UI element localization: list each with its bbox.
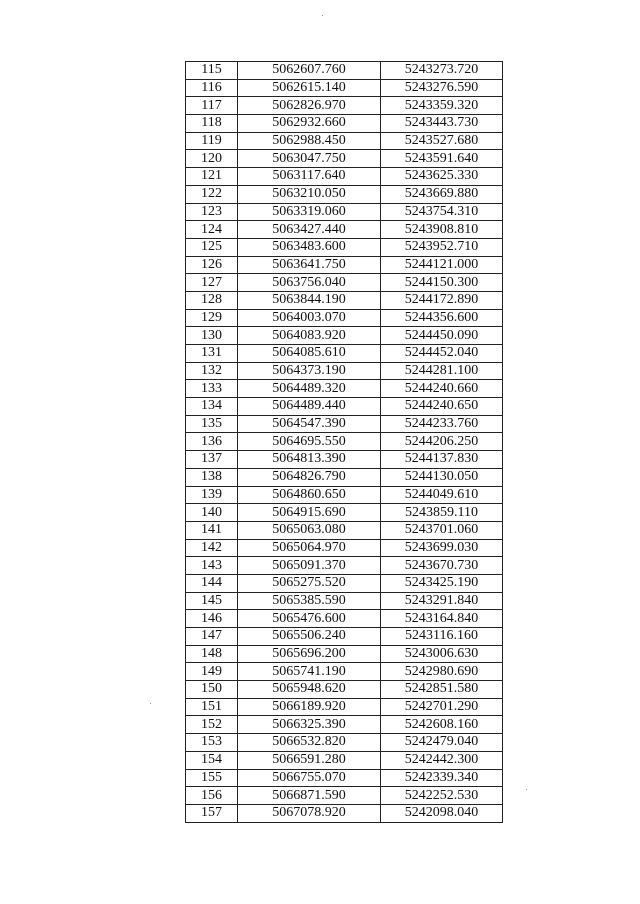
point-number-cell: 116 <box>186 79 238 97</box>
y-coordinate-cell: 5242851.580 <box>381 681 503 699</box>
table-row <box>186 698 503 716</box>
table-row <box>186 256 503 274</box>
x-coordinate-cell: 5064489.320 <box>238 380 381 398</box>
y-coordinate-cell: 5243527.680 <box>381 132 503 150</box>
point-number-cell: 146 <box>186 610 238 628</box>
y-coordinate-cell: 5244137.830 <box>381 451 503 469</box>
x-coordinate-cell: 5067078.920 <box>238 804 381 822</box>
point-number-cell: 153 <box>186 734 238 752</box>
table-row <box>186 787 503 805</box>
y-coordinate-cell: 5243006.630 <box>381 645 503 663</box>
x-coordinate-cell: 5064813.390 <box>238 451 381 469</box>
x-coordinate-cell: 5062826.970 <box>238 97 381 115</box>
x-coordinate-cell: 5064826.790 <box>238 468 381 486</box>
x-coordinate-cell: 5062988.450 <box>238 132 381 150</box>
point-number-cell: 145 <box>186 592 238 610</box>
table-row <box>186 804 503 822</box>
x-coordinate-cell: 5063117.640 <box>238 168 381 186</box>
y-coordinate-cell: 5244206.250 <box>381 433 503 451</box>
scan-speck <box>150 703 151 704</box>
y-coordinate-cell: 5244450.090 <box>381 327 503 345</box>
table-row <box>186 150 503 168</box>
x-coordinate-cell: 5064085.610 <box>238 345 381 363</box>
x-coordinate-cell: 5062607.760 <box>238 62 381 80</box>
point-number-cell: 144 <box>186 574 238 592</box>
y-coordinate-cell: 5243591.640 <box>381 150 503 168</box>
point-number-cell: 123 <box>186 203 238 221</box>
point-number-cell: 129 <box>186 309 238 327</box>
x-coordinate-cell: 5064547.390 <box>238 415 381 433</box>
x-coordinate-cell: 5064860.650 <box>238 486 381 504</box>
table-row <box>186 681 503 699</box>
x-coordinate-cell: 5064373.190 <box>238 362 381 380</box>
table-row <box>186 168 503 186</box>
point-number-cell: 115 <box>186 62 238 80</box>
x-coordinate-cell: 5065476.600 <box>238 610 381 628</box>
table-row <box>186 132 503 150</box>
y-coordinate-cell: 5244452.040 <box>381 345 503 363</box>
table-row <box>186 380 503 398</box>
x-coordinate-cell: 5065506.240 <box>238 628 381 646</box>
table-row <box>186 398 503 416</box>
y-coordinate-cell: 5243952.710 <box>381 238 503 256</box>
x-coordinate-cell: 5066591.280 <box>238 751 381 769</box>
x-coordinate-cell: 5065064.970 <box>238 539 381 557</box>
x-coordinate-cell: 5063427.440 <box>238 221 381 239</box>
y-coordinate-cell: 5244233.760 <box>381 415 503 433</box>
x-coordinate-cell: 5066532.820 <box>238 734 381 752</box>
point-number-cell: 143 <box>186 557 238 575</box>
point-number-cell: 134 <box>186 398 238 416</box>
x-coordinate-cell: 5065696.200 <box>238 645 381 663</box>
x-coordinate-cell: 5062615.140 <box>238 79 381 97</box>
y-coordinate-cell: 5244130.050 <box>381 468 503 486</box>
point-number-cell: 150 <box>186 681 238 699</box>
table-row <box>186 362 503 380</box>
y-coordinate-cell: 5242701.290 <box>381 698 503 716</box>
point-number-cell: 139 <box>186 486 238 504</box>
table-row <box>186 203 503 221</box>
y-coordinate-cell: 5243116.160 <box>381 628 503 646</box>
table-row <box>186 451 503 469</box>
x-coordinate-cell: 5065091.370 <box>238 557 381 575</box>
point-number-cell: 148 <box>186 645 238 663</box>
scan-speck <box>322 15 323 16</box>
x-coordinate-cell: 5063844.190 <box>238 291 381 309</box>
y-coordinate-cell: 5242479.040 <box>381 734 503 752</box>
y-coordinate-cell: 5243291.840 <box>381 592 503 610</box>
table-row <box>186 345 503 363</box>
point-number-cell: 140 <box>186 504 238 522</box>
y-coordinate-cell: 5244356.600 <box>381 309 503 327</box>
y-coordinate-cell: 5244121.000 <box>381 256 503 274</box>
y-coordinate-cell: 5243908.810 <box>381 221 503 239</box>
point-number-cell: 119 <box>186 132 238 150</box>
y-coordinate-cell: 5244281.100 <box>381 362 503 380</box>
x-coordinate-cell: 5062932.660 <box>238 115 381 133</box>
x-coordinate-cell: 5063210.050 <box>238 185 381 203</box>
point-number-cell: 155 <box>186 769 238 787</box>
y-coordinate-cell: 5244150.300 <box>381 274 503 292</box>
point-number-cell: 125 <box>186 238 238 256</box>
point-number-cell: 126 <box>186 256 238 274</box>
y-coordinate-cell: 5243670.730 <box>381 557 503 575</box>
y-coordinate-cell: 5243859.110 <box>381 504 503 522</box>
point-number-cell: 147 <box>186 628 238 646</box>
table-row <box>186 327 503 345</box>
y-coordinate-cell: 5243359.320 <box>381 97 503 115</box>
x-coordinate-cell: 5064695.550 <box>238 433 381 451</box>
point-number-cell: 120 <box>186 150 238 168</box>
x-coordinate-cell: 5066325.390 <box>238 716 381 734</box>
table-row <box>186 574 503 592</box>
y-coordinate-cell: 5244049.610 <box>381 486 503 504</box>
x-coordinate-cell: 5063319.060 <box>238 203 381 221</box>
y-coordinate-cell: 5243669.880 <box>381 185 503 203</box>
table-row <box>186 97 503 115</box>
table-row <box>186 62 503 80</box>
table-row <box>186 645 503 663</box>
point-number-cell: 156 <box>186 787 238 805</box>
table-row <box>186 221 503 239</box>
table-row <box>186 291 503 309</box>
x-coordinate-cell: 5063641.750 <box>238 256 381 274</box>
table-row <box>186 751 503 769</box>
table-row <box>186 734 503 752</box>
table-row <box>186 769 503 787</box>
y-coordinate-cell: 5244172.890 <box>381 291 503 309</box>
point-number-cell: 152 <box>186 716 238 734</box>
point-number-cell: 138 <box>186 468 238 486</box>
point-number-cell: 121 <box>186 168 238 186</box>
table-row <box>186 185 503 203</box>
table-row <box>186 486 503 504</box>
y-coordinate-cell: 5243699.030 <box>381 539 503 557</box>
x-coordinate-cell: 5065741.190 <box>238 663 381 681</box>
table-row <box>186 504 503 522</box>
x-coordinate-cell: 5066871.590 <box>238 787 381 805</box>
point-number-cell: 131 <box>186 345 238 363</box>
point-number-cell: 132 <box>186 362 238 380</box>
point-number-cell: 128 <box>186 291 238 309</box>
table-row <box>186 557 503 575</box>
y-coordinate-cell: 5243164.840 <box>381 610 503 628</box>
point-number-cell: 133 <box>186 380 238 398</box>
x-coordinate-cell: 5064489.440 <box>238 398 381 416</box>
table-row <box>186 309 503 327</box>
y-coordinate-cell: 5243443.730 <box>381 115 503 133</box>
x-coordinate-cell: 5066755.070 <box>238 769 381 787</box>
y-coordinate-cell: 5242098.040 <box>381 804 503 822</box>
point-number-cell: 141 <box>186 521 238 539</box>
table-row <box>186 433 503 451</box>
table-row <box>186 274 503 292</box>
table-row <box>186 663 503 681</box>
x-coordinate-cell: 5065948.620 <box>238 681 381 699</box>
table-row <box>186 238 503 256</box>
x-coordinate-cell: 5063756.040 <box>238 274 381 292</box>
scan-speck <box>526 789 527 790</box>
y-coordinate-cell: 5243701.060 <box>381 521 503 539</box>
y-coordinate-cell: 5242442.300 <box>381 751 503 769</box>
table-row <box>186 628 503 646</box>
x-coordinate-cell: 5065063.080 <box>238 521 381 539</box>
x-coordinate-cell: 5065275.520 <box>238 574 381 592</box>
point-number-cell: 137 <box>186 451 238 469</box>
y-coordinate-cell: 5244240.660 <box>381 380 503 398</box>
point-number-cell: 127 <box>186 274 238 292</box>
point-number-cell: 118 <box>186 115 238 133</box>
table-row <box>186 610 503 628</box>
y-coordinate-cell: 5242980.690 <box>381 663 503 681</box>
y-coordinate-cell: 5243754.310 <box>381 203 503 221</box>
point-number-cell: 135 <box>186 415 238 433</box>
y-coordinate-cell: 5242608.160 <box>381 716 503 734</box>
point-number-cell: 149 <box>186 663 238 681</box>
y-coordinate-cell: 5242339.340 <box>381 769 503 787</box>
table-row <box>186 79 503 97</box>
y-coordinate-cell: 5243425.190 <box>381 574 503 592</box>
point-number-cell: 122 <box>186 185 238 203</box>
y-coordinate-cell: 5242252.530 <box>381 787 503 805</box>
point-number-cell: 124 <box>186 221 238 239</box>
table-row <box>186 592 503 610</box>
table-row <box>186 115 503 133</box>
table-row <box>186 716 503 734</box>
y-coordinate-cell: 5243276.590 <box>381 79 503 97</box>
x-coordinate-cell: 5063047.750 <box>238 150 381 168</box>
point-number-cell: 117 <box>186 97 238 115</box>
x-coordinate-cell: 5066189.920 <box>238 698 381 716</box>
point-number-cell: 130 <box>186 327 238 345</box>
x-coordinate-cell: 5064915.690 <box>238 504 381 522</box>
point-number-cell: 142 <box>186 539 238 557</box>
x-coordinate-cell: 5063483.600 <box>238 238 381 256</box>
point-number-cell: 151 <box>186 698 238 716</box>
point-number-cell: 154 <box>186 751 238 769</box>
coordinates-table-body <box>186 62 503 823</box>
y-coordinate-cell: 5243273.720 <box>381 62 503 80</box>
x-coordinate-cell: 5064003.070 <box>238 309 381 327</box>
table-row <box>186 468 503 486</box>
x-coordinate-cell: 5064083.920 <box>238 327 381 345</box>
y-coordinate-cell: 5244240.650 <box>381 398 503 416</box>
table-row <box>186 539 503 557</box>
table-row <box>186 521 503 539</box>
x-coordinate-cell: 5065385.590 <box>238 592 381 610</box>
y-coordinate-cell: 5243625.330 <box>381 168 503 186</box>
table-row <box>186 415 503 433</box>
point-number-cell: 136 <box>186 433 238 451</box>
point-number-cell: 157 <box>186 804 238 822</box>
coordinates-table <box>185 61 503 823</box>
